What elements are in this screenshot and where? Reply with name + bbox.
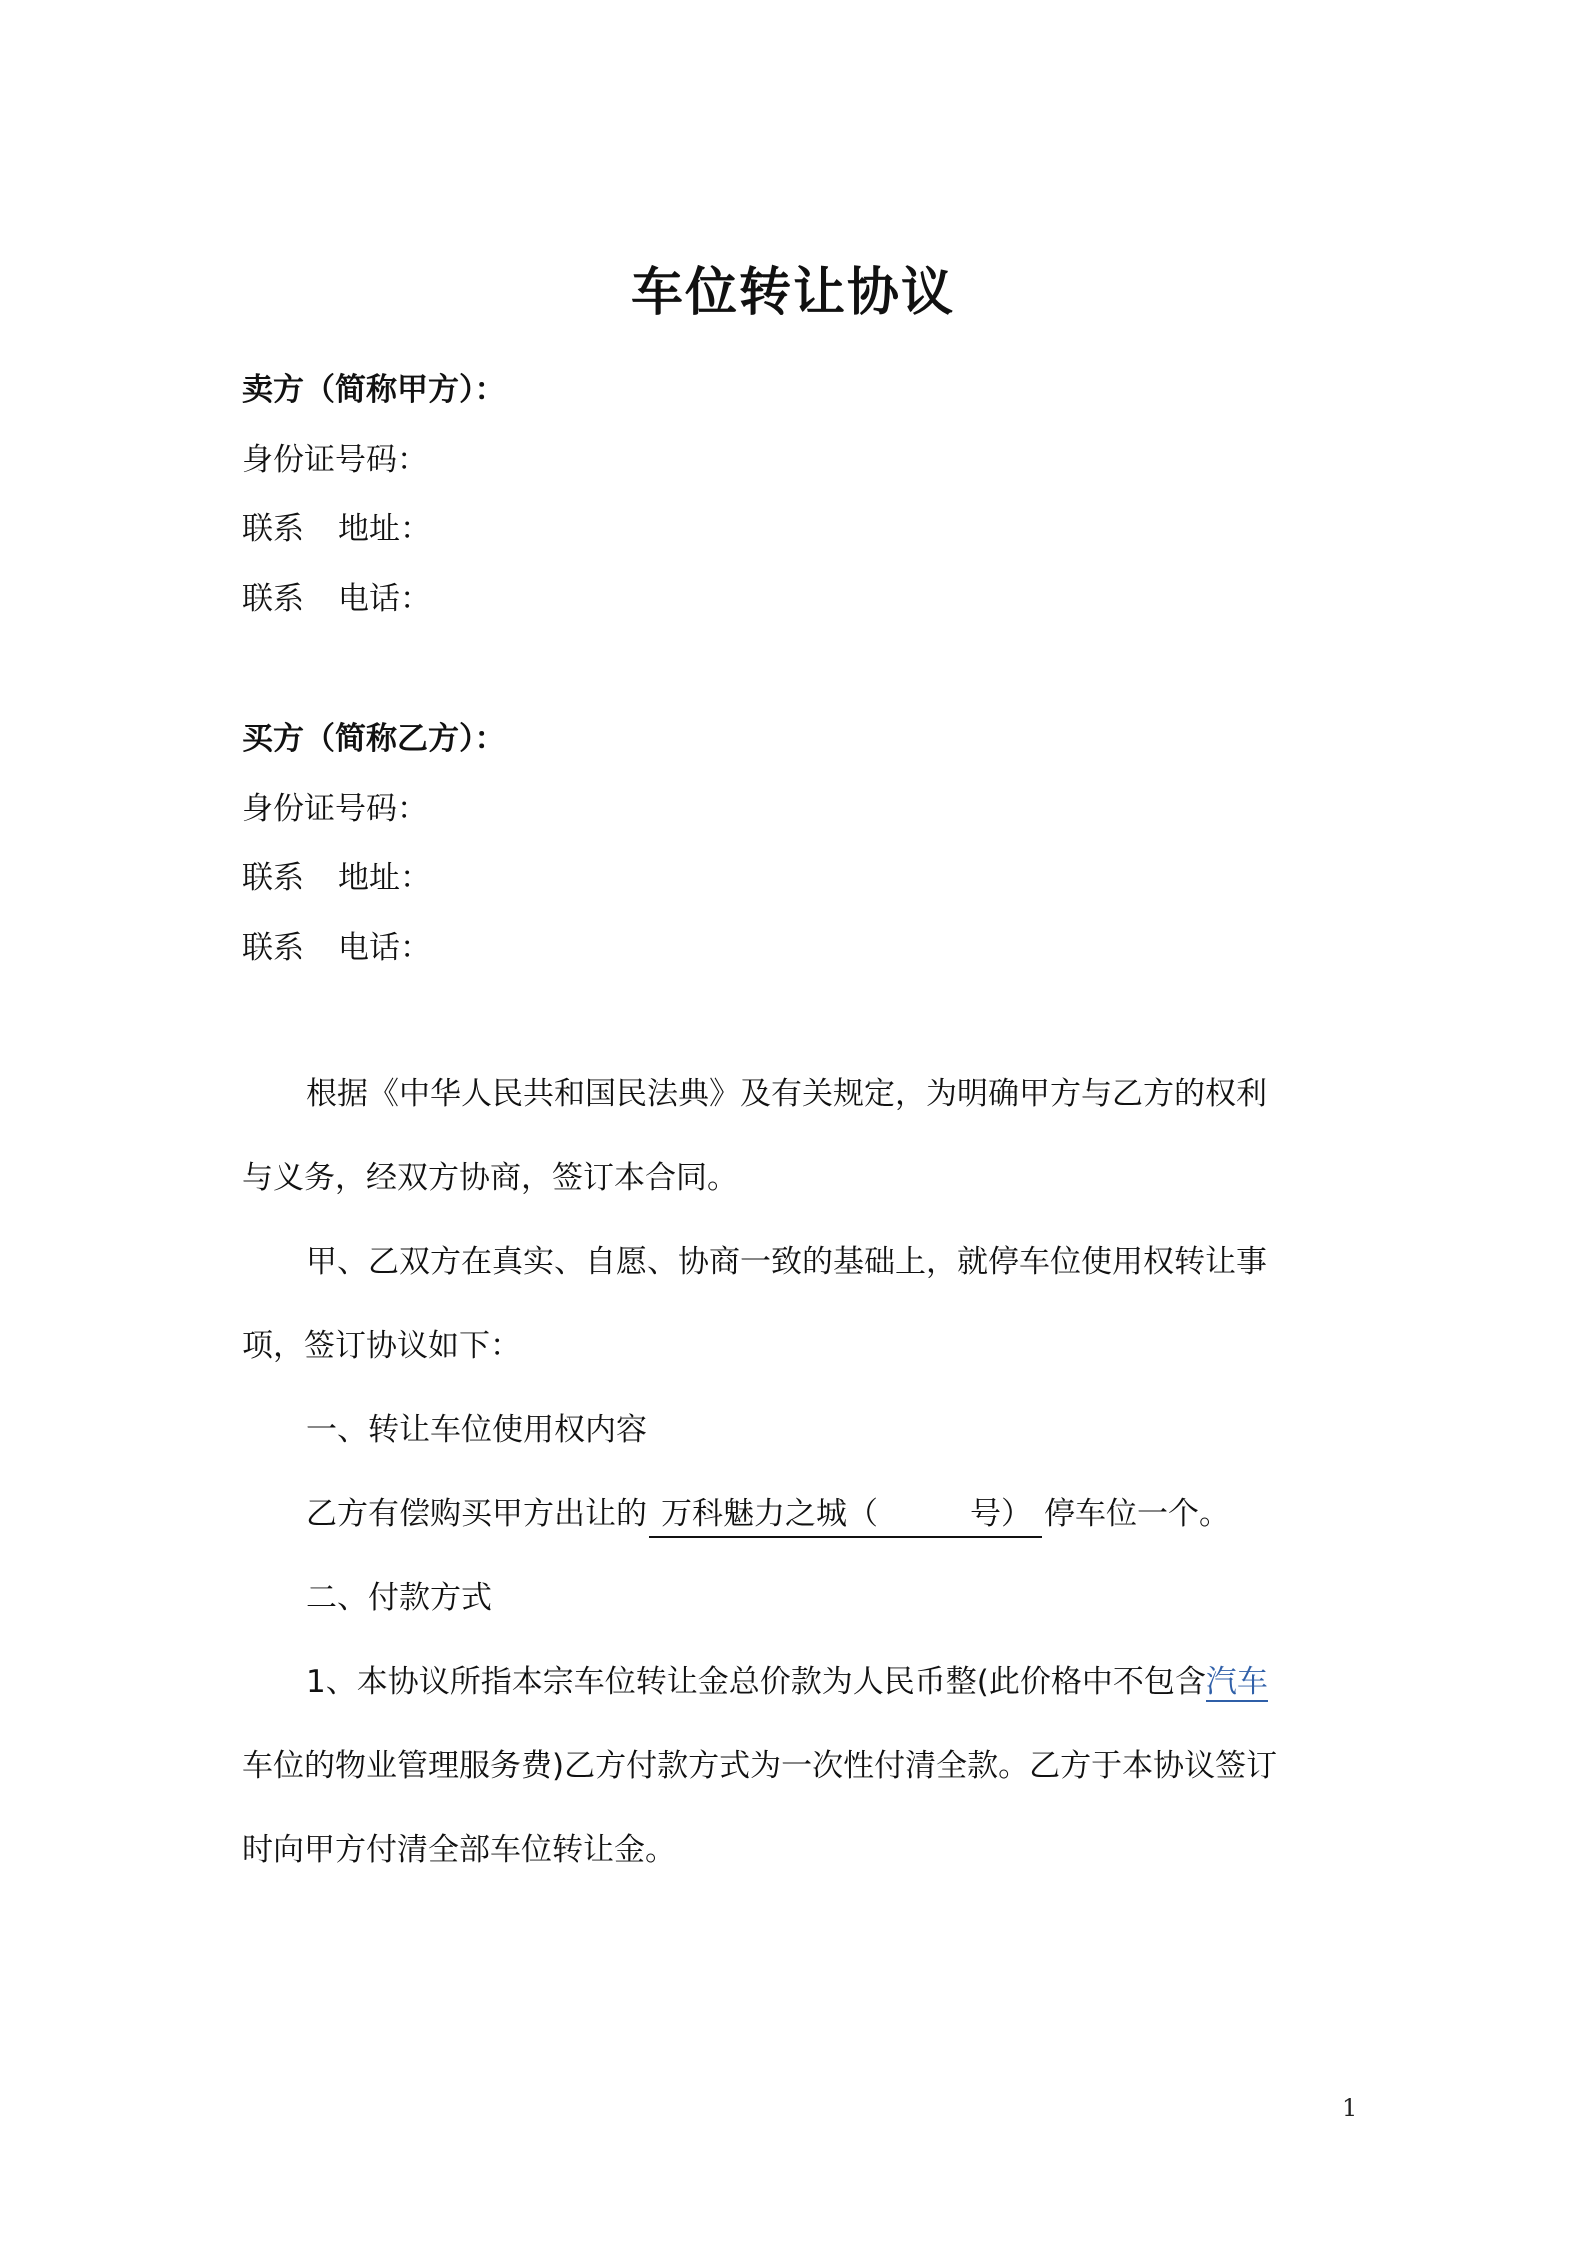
basis-paragraph-line-1: 甲、乙双方在真实、自愿、协商一致的基础上，就停车位使用权转让事 [306,1244,1267,1280]
seller-phone-label-suffix: 电话： [338,580,431,617]
section-1-content [242,1492,1317,1576]
seller-id-label: 身份证号码： [242,441,428,478]
parking-space-fill-in [649,1494,1042,1538]
payment-item-1-line-3: 时向甲方付清全部车位转让金。 [242,1832,676,1868]
buyer-address-label-prefix: 联系 [242,860,304,896]
buyer-block [242,717,506,995]
basis-paragraph-line-2: 项，签订协议如下： [242,1328,521,1364]
intro-paragraph-line-2: 与义务，经双方协商，签订本合同。 [242,1160,738,1196]
seller-address-label [242,507,506,577]
intro-paragraph-line-1: 根据《中华人民共和国民法典》及有关规定，为明确甲方与乙方的权利 [306,1076,1267,1112]
parking-space-location: 万科魅力之城（ [661,1496,878,1532]
seller-block [242,368,506,646]
buyer-phone-label-suffix: 电话： [338,929,431,966]
car-link[interactable]: 汽车 [1205,1664,1268,1700]
buyer-phone-label-prefix: 联系 [242,929,304,966]
seller-address-label-prefix: 联系 [242,511,304,547]
section-2-title: 二、付款方式 [306,1580,492,1616]
buyer-heading: 买方（简称乙方）： [242,721,506,757]
seller-address-label-suffix: 地址： [338,511,431,547]
buyer-address-label [242,856,506,926]
buyer-phone-label [242,926,506,996]
seller-heading: 卖方（简称甲方）： [242,372,506,408]
section-1-text-after: 停车位一个。 [1044,1496,1230,1532]
document-title: 车位转让协议 [630,263,955,323]
page-number: 1 [1342,2094,1358,2122]
section-1-title: 一、转让车位使用权内容 [306,1412,647,1448]
contract-body [242,1072,1317,1912]
payment-item-1-line-1 [242,1660,1317,1744]
seller-phone-label-prefix: 联系 [242,580,304,617]
seller-phone-label [242,577,506,647]
buyer-id-label: 身份证号码： [242,790,428,827]
payment-item-1-line-2: 车位的物业管理服务费)乙方付款方式为一次性付清全款。乙方于本协议签订 [242,1748,1278,1784]
payment-item-1-text: 1、本协议所指本宗车位转让金总价款为人民币整(此价格中不包含 [306,1664,1206,1700]
section-1-text-before: 乙方有偿购买甲方出让的 [306,1496,647,1532]
buyer-address-label-suffix: 地址： [338,860,431,896]
parking-space-number-suffix: 号） [970,1496,1032,1532]
